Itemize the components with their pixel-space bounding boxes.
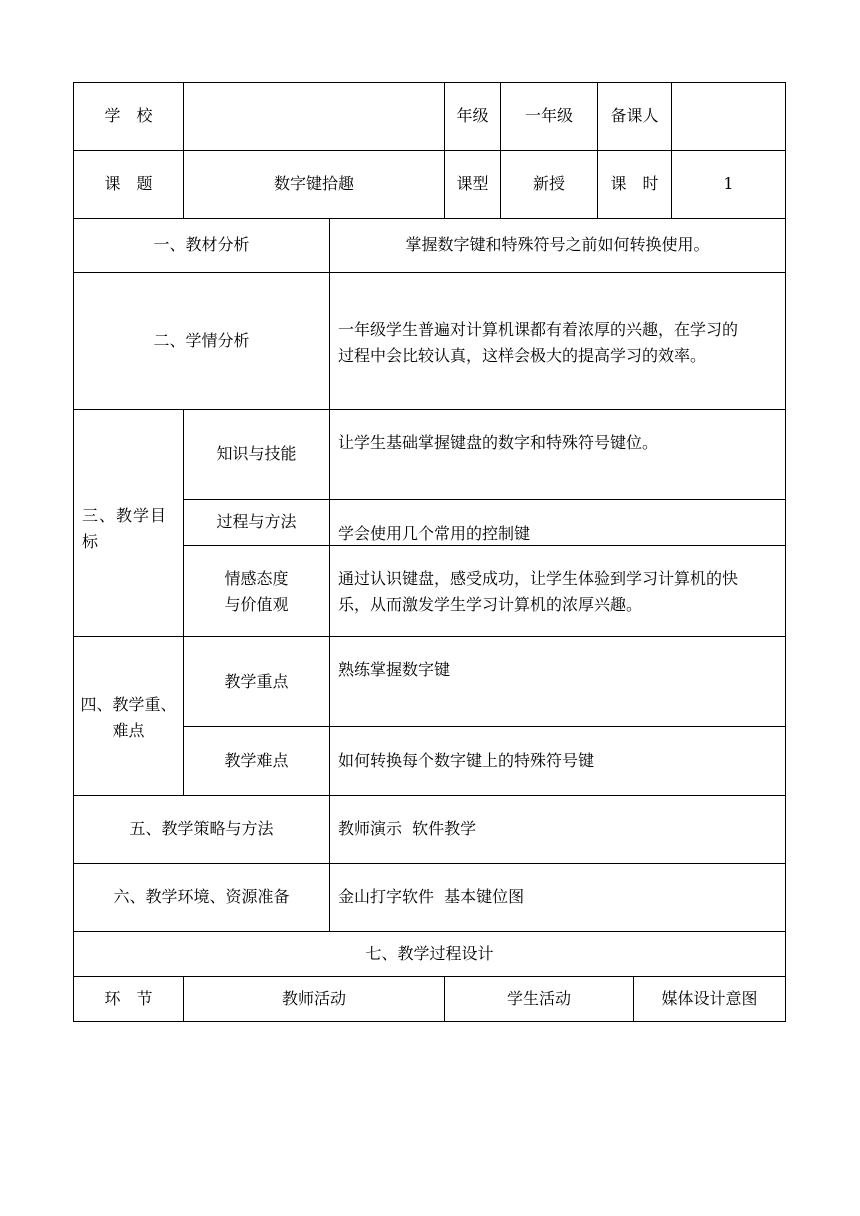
keypoints-label-line-2: 难点 bbox=[112, 721, 145, 740]
column-header-stage: 环 节 bbox=[104, 989, 153, 1008]
emotion-label-line-2: 与价值观 bbox=[224, 595, 289, 614]
hours-value: 1 bbox=[723, 174, 734, 193]
column-header-student-activity: 学生活动 bbox=[506, 989, 571, 1008]
type-label: 课型 bbox=[456, 174, 489, 193]
column-header-media-intent: 媒体设计意图 bbox=[661, 989, 758, 1008]
column-header-teacher-activity: 教师活动 bbox=[281, 989, 346, 1008]
process-text: 学会使用几个常用的控制键 bbox=[338, 524, 531, 543]
emotion-text-line-2: 乐，从而激发学生学习计算机的浓厚兴趣。 bbox=[338, 595, 643, 614]
goals-label-line-2: 标 bbox=[82, 532, 99, 551]
knowledge-label: 知识与技能 bbox=[216, 444, 297, 463]
column-border bbox=[329, 218, 330, 932]
hours-label: 课 时 bbox=[610, 174, 659, 193]
preparer-label: 备课人 bbox=[610, 106, 659, 125]
environment-label: 六、教学环境、资源准备 bbox=[113, 887, 290, 906]
strategy-label: 五、教学策略与方法 bbox=[129, 819, 274, 838]
column-border bbox=[500, 82, 501, 219]
environment-text: 金山打字软件 基本键位图 bbox=[338, 887, 525, 906]
column-border bbox=[671, 82, 672, 219]
process-label: 过程与方法 bbox=[216, 512, 297, 531]
row-border bbox=[73, 1021, 786, 1022]
focus-text: 熟练掌握数字键 bbox=[338, 660, 451, 679]
learner-text bbox=[338, 317, 785, 369]
school-label: 学 校 bbox=[104, 106, 153, 125]
focus-label: 教学重点 bbox=[224, 672, 289, 691]
goals-label bbox=[82, 503, 182, 555]
learner-text-line-2: 过程中会比较认真，这样会极大的提高学习的效率。 bbox=[338, 346, 707, 365]
column-border bbox=[183, 82, 184, 219]
emotion-label-line-1: 情感态度 bbox=[224, 569, 289, 588]
emotion-label bbox=[184, 566, 329, 618]
row-border bbox=[73, 272, 786, 273]
difficulty-text: 如何转换每个数字键上的特殊符号键 bbox=[338, 751, 595, 770]
row-border bbox=[73, 636, 786, 637]
difficulty-label: 教学难点 bbox=[224, 751, 289, 770]
emotion-text bbox=[338, 566, 785, 618]
keypoints-label-line-1: 四、教学重、 bbox=[80, 695, 177, 714]
process-design-title: 七、教学过程设计 bbox=[365, 944, 494, 963]
material-label: 一、教材分析 bbox=[153, 235, 250, 254]
row-border bbox=[183, 545, 786, 546]
emotion-text-line-1: 通过认识键盘，感受成功，让学生体验到学习计算机的快 bbox=[338, 569, 739, 588]
knowledge-text: 让学生基础掌握键盘的数字和特殊符号键位。 bbox=[338, 433, 659, 452]
row-border bbox=[73, 150, 786, 151]
learner-text-line-1: 一年级学生普遍对计算机课都有着浓厚的兴趣，在学习的 bbox=[338, 320, 739, 339]
row-border bbox=[73, 863, 786, 864]
row-border bbox=[73, 409, 786, 410]
row-border bbox=[73, 218, 786, 219]
grade-label: 年级 bbox=[456, 106, 489, 125]
row-border bbox=[73, 795, 786, 796]
type-value: 新授 bbox=[532, 174, 565, 193]
topic-value: 数字键拾趣 bbox=[273, 174, 354, 193]
row-border bbox=[73, 82, 786, 83]
grade-value: 一年级 bbox=[524, 106, 573, 125]
column-border bbox=[597, 82, 598, 219]
learner-label: 二、学情分析 bbox=[153, 331, 250, 350]
keypoints-label bbox=[74, 692, 183, 744]
strategy-text: 教师演示 软件教学 bbox=[338, 819, 477, 838]
row-border bbox=[183, 726, 786, 727]
topic-label: 课 题 bbox=[104, 174, 153, 193]
row-border bbox=[73, 931, 786, 932]
column-border bbox=[444, 82, 445, 219]
goals-label-line-1: 三、教学目 bbox=[82, 506, 168, 525]
row-border bbox=[183, 499, 786, 500]
column-border bbox=[785, 82, 786, 1022]
row-border bbox=[73, 976, 786, 977]
material-text: 掌握数字键和特殊符号之前如何转换使用。 bbox=[405, 235, 710, 254]
column-border bbox=[73, 82, 74, 1022]
